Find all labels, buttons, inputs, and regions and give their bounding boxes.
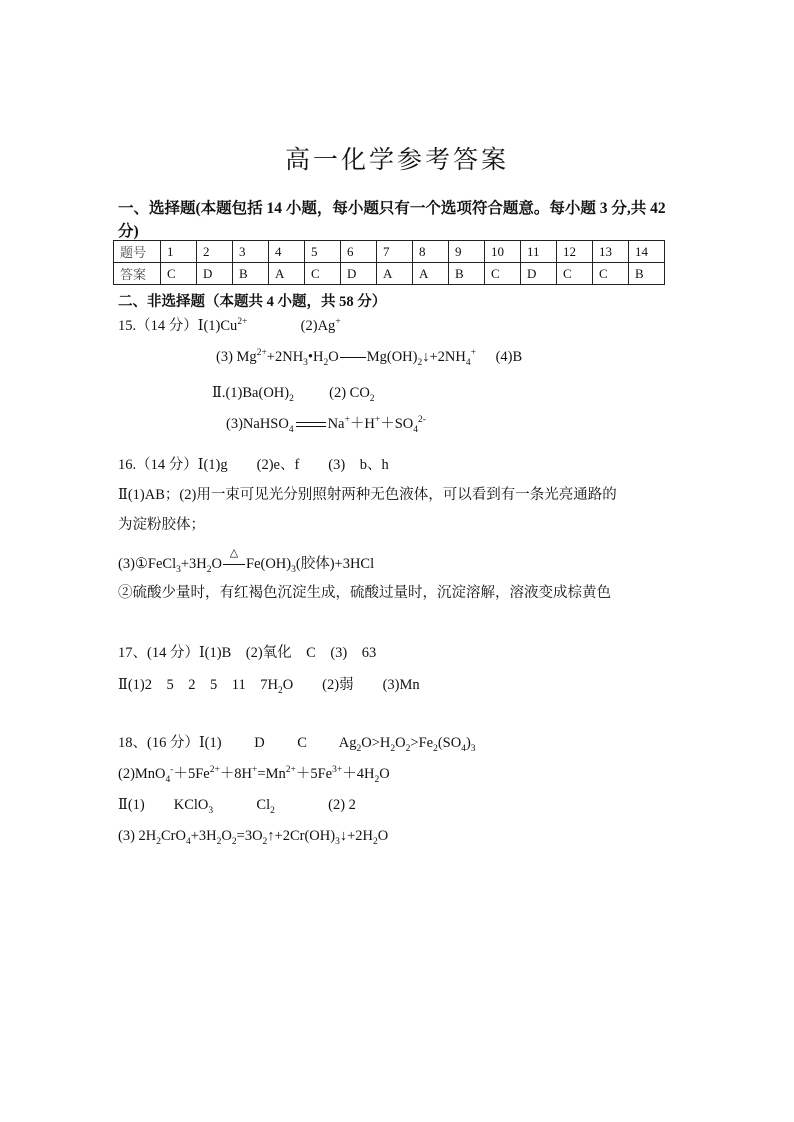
question-number-cell: 5 [305, 241, 341, 263]
eq-part: O (2)弱 (3)Mn [282, 677, 420, 693]
question-number-cell: 3 [233, 241, 269, 263]
answer-cell: A [413, 263, 449, 285]
eq-part: 18、(16 分）Ⅰ(1) D C Ag [118, 735, 357, 751]
q18-line3 [118, 795, 356, 815]
table-row-answers [114, 263, 665, 285]
eq-part: =3O [236, 828, 263, 844]
q16-equation [118, 547, 375, 575]
charge: 2+ [209, 765, 220, 776]
eq-part: Fe(OH) [246, 556, 292, 572]
eq-part: ↓+2H [339, 828, 373, 844]
subscript: 3 [335, 836, 340, 847]
eq-part: O [221, 828, 232, 844]
charge: + [344, 415, 350, 426]
answer-cell: C [161, 263, 197, 285]
table-head-number: 题号 [114, 241, 161, 263]
eq-part: Ⅱ(1) KClO [118, 797, 209, 813]
subscript: 4 [165, 774, 171, 785]
eq-part: O [379, 766, 390, 782]
charge: + [470, 348, 476, 359]
subscript: 4 [461, 743, 466, 754]
subscript: 2 [374, 774, 380, 785]
subscript: 4 [413, 424, 418, 435]
answer-cell: A [269, 263, 305, 285]
q15-equation3 [216, 347, 522, 367]
page-title: 高一化学参考答案 [284, 145, 509, 174]
q18-line4 [118, 826, 388, 846]
eq-part: ＋8H [219, 766, 253, 782]
q17-line2 [118, 675, 420, 695]
section1-heading: 一、选择题(本题包括 14 小题，每小题只有一个选项符合题意。每小题 3 分,共 42 分) [118, 200, 666, 240]
charge: - [170, 765, 174, 776]
subscript: 2 [405, 743, 411, 754]
subscript: 2 [277, 685, 283, 696]
q15-line1 [118, 316, 341, 336]
eq-part: O [211, 556, 222, 572]
subscript: 4 [288, 424, 294, 435]
eq-part: (2) 2 [328, 797, 356, 813]
subscript: 2 [369, 393, 375, 404]
subscript: 3 [208, 805, 214, 816]
question-number-cell: 4 [269, 241, 305, 263]
eq-part: ＋5Fe [295, 766, 333, 782]
answer-cell: B [233, 263, 269, 285]
table-head-answer: 答案 [114, 263, 161, 285]
answer-table [113, 240, 665, 285]
eq-part: (3) 2H [118, 828, 157, 844]
eq-part: •H [307, 349, 324, 365]
cu-charge: 2+ [237, 317, 248, 328]
eq-part: Na [327, 416, 345, 432]
subscript: 2 [372, 836, 378, 847]
subscript: 2 [216, 836, 222, 847]
subscript: 3 [470, 743, 476, 754]
eq-part: =Mn [257, 766, 286, 782]
eq-part: ＋H [349, 416, 375, 432]
charge: 2+ [256, 348, 267, 359]
subscript: 2 [390, 743, 396, 754]
q15-ii-equation [226, 414, 426, 434]
section2-heading: 二、非选择题（本题共 4 小题，共 58 分） [118, 294, 387, 310]
subscript: 3 [291, 564, 296, 575]
subscript: 2 [289, 393, 294, 404]
eq-part: >Fe [410, 735, 434, 751]
charge: + [374, 415, 381, 426]
question-number-cell: 13 [593, 241, 629, 263]
question-number-cell: 2 [197, 241, 233, 263]
q17-line1: 17、(14 分）Ⅰ(1)B (2)氧化 C (3) 63 [118, 645, 377, 661]
eq-part: ↑+2Cr(OH) [267, 828, 336, 844]
answer-cell: C [593, 263, 629, 285]
eq-part: +3H [190, 828, 217, 844]
question-number-cell: 14 [629, 241, 665, 263]
answer-cell: D [197, 263, 233, 285]
subscript: 2 [323, 357, 329, 368]
eq-part: Mg(OH) [366, 349, 418, 365]
q15-ii-line [212, 383, 375, 403]
eq-part: (SO [437, 735, 462, 751]
q16-line1: 16.（14 分）Ⅰ(1)g (2)e、f (3) b、h [118, 457, 389, 473]
eq-part: +2NH [266, 349, 304, 365]
q15-ag: (2)Ag [300, 318, 336, 334]
answer-cell: C [485, 263, 521, 285]
subscript: 3 [176, 564, 181, 575]
equals-sign [296, 422, 326, 427]
subscript: 2 [231, 836, 237, 847]
eq-part: CrO [161, 828, 186, 844]
subscript: 2 [156, 836, 162, 847]
q15-label: 15.（14 分）Ⅰ(1)Cu [118, 318, 238, 334]
subscript: 2 [262, 836, 268, 847]
eq-part: (胶体)+3HCl [295, 556, 375, 572]
answer-cell: D [341, 263, 377, 285]
charge: 2+ [285, 765, 296, 776]
q16-line2: Ⅱ(1)AB；(2)用一束可见光分别照射两种无色液体，可以看到有一条光亮通路的 [118, 487, 617, 503]
eq-part: ＋SO [380, 416, 414, 432]
question-number-cell: 10 [485, 241, 521, 263]
answer-cell: C [557, 263, 593, 285]
q18-line1 [118, 733, 476, 753]
charge: 3+ [332, 765, 343, 776]
charge: + [252, 765, 258, 776]
eq-part: (2) CO [329, 385, 370, 401]
question-number-cell: 9 [449, 241, 485, 263]
delta-icon: △ [229, 547, 239, 559]
eq-part: Cl [256, 797, 271, 813]
ag-charge: + [335, 317, 341, 328]
subscript: 4 [186, 836, 191, 847]
eq-part: +3H [180, 556, 207, 572]
answer-cell: D [521, 263, 557, 285]
q16-line5: ②硫酸少量时，有红褐色沉淀生成，硫酸过量时，沉淀溶解，溶液变成棕黄色 [118, 585, 611, 601]
eq-part: O [328, 349, 339, 365]
question-number-cell: 6 [341, 241, 377, 263]
subscript: 2 [417, 357, 423, 368]
answer-cell: C [305, 263, 341, 285]
subscript: 2 [270, 805, 275, 816]
equals-bar [340, 357, 366, 358]
eq-part: O>H [361, 735, 391, 751]
question-number-cell: 12 [557, 241, 593, 263]
eq-part: (2)MnO [118, 766, 166, 782]
subscript: 2 [356, 743, 362, 754]
eq-part: (4)B [495, 349, 523, 365]
subscript: 3 [303, 357, 308, 368]
q16-line3: 为淀粉胶体； [118, 517, 205, 533]
q18-line2 [118, 764, 390, 784]
eq-part: ) [465, 735, 471, 751]
eq-part: Ⅱ(1)2 5 2 5 11 7H [118, 677, 278, 693]
eq-part: (3)①FeCl [118, 556, 177, 572]
eq-part: ＋5Fe [173, 766, 210, 782]
charge: 2- [418, 415, 426, 426]
answer-cell: B [629, 263, 665, 285]
subscript: 2 [433, 743, 438, 754]
subscript: 2 [206, 564, 212, 575]
eq-part: (3)NaHSO [226, 416, 289, 432]
subscript: 4 [465, 357, 471, 368]
eq-part: Ⅱ.(1)Ba(OH) [212, 385, 290, 401]
question-number-cell: 8 [413, 241, 449, 263]
answer-cell: A [377, 263, 413, 285]
heat-arrow [222, 547, 246, 574]
eq-part: ↓+2NH [422, 349, 466, 365]
answer-cell: B [449, 263, 485, 285]
question-number-cell: 11 [521, 241, 557, 263]
eq-part: O [395, 735, 406, 751]
question-number-cell: 1 [161, 241, 197, 263]
question-number-cell: 7 [377, 241, 413, 263]
eq-part: (3) Mg [216, 349, 257, 365]
table-row-numbers [114, 241, 665, 263]
eq-part: O [377, 828, 389, 844]
eq-part: ＋4H [342, 766, 375, 782]
